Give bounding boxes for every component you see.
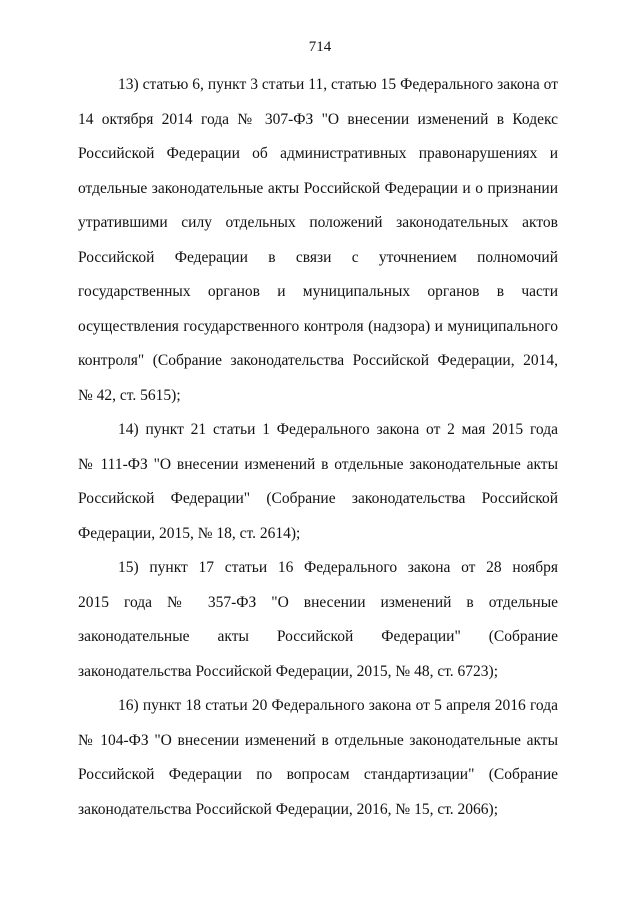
text-line: осуществления государственного контроля (надзора) и муниципального [78,317,558,335]
text-line: утратившими силу отдельных положений законодательных актов [78,214,558,231]
text-line: отдельные законодательные акты Российской Федерации и о признании [78,179,558,197]
text-line: 16) пункт 18 статьи 20 Федерального закона от 5 апреля 2016 года [118,697,558,714]
text-line: Российской Федерации по вопросам стандартизации" (Собрание [78,766,558,783]
paragraph-item-15 [78,551,558,689]
paragraph-item-13 [78,68,558,413]
document-body [78,68,558,827]
paragraph-item-14 [78,413,558,551]
text-line: законодательства Российской Федерации, 2016, № 15, ст. 2066); [78,800,499,818]
text-line: законодательные акты Российской Федерации" (Собрание [78,628,558,645]
text-line: законодательства Российской Федерации, 2015, № 48, ст. 6723); [78,662,499,680]
text-line: № 111-ФЗ "О внесении изменений в отдельные законодательные акты [78,455,558,473]
text-line: Российской Федерации об административных правонарушениях и [78,145,558,162]
page-number: 714 [308,39,332,55]
paragraph-item-16 [78,689,558,827]
text-line: 14) пункт 21 статьи 1 Федерального закона от 2 мая 2015 года [118,421,558,438]
text-line: 15) пункт 17 статьи 16 Федерального закона от 28 ноября [118,559,558,576]
text-line: контроля" (Собрание законодательства Российской Федерации, 2014, [78,352,558,369]
text-line: Федерации, 2015, № 18, ст. 2614); [78,524,301,542]
text-line: 14 октября 2014 года № 307-ФЗ "О внесении изменений в Кодекс [78,110,558,128]
text-line: государственных органов и муниципальных органов в части [78,283,558,300]
text-line: Российской Федерации в связи с уточнением полномочий [78,248,558,266]
text-line: 13) статью 6, пункт 3 статьи 11, статью 15 Федерального закона от [118,76,558,93]
text-line: № 42, ст. 5615); [78,386,181,404]
text-line: 2015 года № 357-ФЗ "О внесении изменений в отдельные [78,593,558,611]
text-line: № 104-ФЗ "О внесении изменений в отдельные законодательные акты [78,731,558,749]
text-line: Российской Федерации" (Собрание законодательства Российской [78,490,558,507]
